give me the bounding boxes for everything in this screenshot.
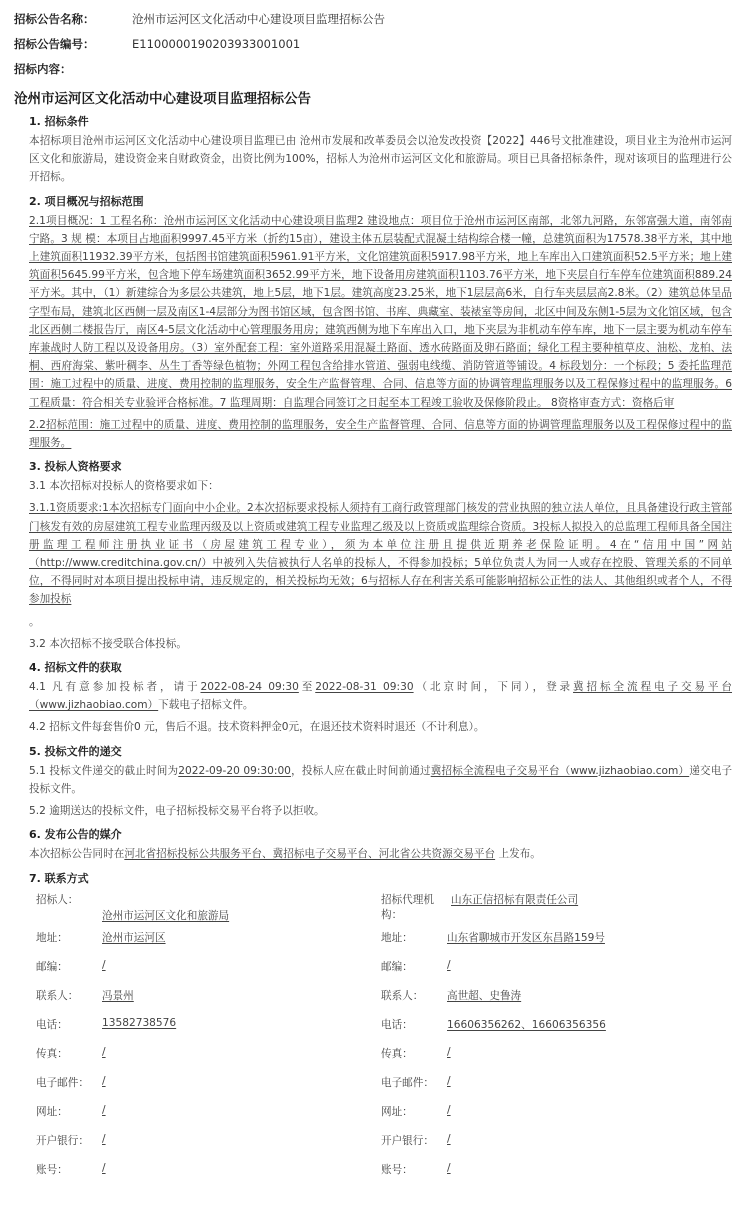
section-4-price: 4.2 招标文件每套售价0 元，售后不退。技术资料押金0元，在退还技术资料时退还（不计利息）。 <box>29 721 485 734</box>
section-2-scope: 2.2招标范围：施工过程中的质量、进度、费用控制的监理服务，安全生产监督管理、合同、信息等方面的协调管理监理服务以及工程保修过程中的监理服务。 <box>29 418 732 450</box>
contact-value: / <box>447 1103 451 1116</box>
contact-value: 山东省聊城市开发区东昌路159号 <box>447 931 605 944</box>
announcement-code-row <box>14 33 726 54</box>
contact-label: 邮编： <box>381 960 413 973</box>
section-5-text-e: 递交电子投标文件。 <box>29 764 733 795</box>
section-6-media <box>29 845 732 863</box>
submission-deadline: 2022-09-20 09:30:00 <box>178 764 291 777</box>
contact-label: 开户银行： <box>381 1134 434 1147</box>
contact-value: / <box>447 1045 451 1058</box>
contact-label: 招标代理机构： <box>381 893 434 921</box>
section-4-text-g: 下载电子招标文件。 <box>158 699 254 712</box>
announcement-content-row <box>14 58 726 79</box>
platform-link[interactable]: 冀招标全流程电子交易平台（www.jizhaobiao.com） <box>29 681 733 712</box>
section-3-qualification-end: 。 <box>29 615 40 628</box>
contact-right-bank <box>381 1133 726 1162</box>
section-6-text-a: 本次招标公告同时在 <box>29 848 125 861</box>
contact-label: 网址： <box>381 1105 413 1118</box>
section-5-text-c: ，投标人应在截止时间前通过 <box>290 764 431 777</box>
section-7-heading: 7. 联系方式 <box>29 871 89 885</box>
contact-right-agency <box>381 892 726 930</box>
document-title: 沧州市运河区文化活动中心建设项目监理招标公告 <box>14 91 311 107</box>
contact-left-phone <box>36 1017 381 1046</box>
contact-left-person <box>36 988 381 1017</box>
contact-value: 沧州市运河区 <box>102 931 166 944</box>
contact-right-phone <box>381 1017 726 1046</box>
contact-value: / <box>447 1132 451 1145</box>
contact-label: 地址： <box>36 931 68 944</box>
contact-label: 账号： <box>381 1163 413 1176</box>
download-end-time: 2022-08-31 09:30 <box>315 681 414 694</box>
section-4-heading: 4. 招标文件的获取 <box>29 661 122 675</box>
section-5-late: 5.2 逾期送达的投标文件，电子招标投标交易平台将予以拒收。 <box>29 805 325 818</box>
section-4-text-e: （北京时间，下同），登录 <box>413 681 574 694</box>
section-6-text-c: 上发布。 <box>495 848 541 861</box>
contact-label: 电子邮件： <box>36 1076 89 1089</box>
download-start-time: 2022-08-24 09:30 <box>200 681 299 694</box>
contact-label: 传真： <box>381 1047 413 1060</box>
section-5-text-a: 5.1 投标文件递交的截止时间为 <box>29 764 179 777</box>
contact-left-email <box>36 1075 381 1104</box>
section-2-overview: 2.1项目概况：1 工程名称：沧州市运河区文化活动中心建设项目监理2 建设地点：项目位于沧州市运河区南部，北邻九河路，东邻富强大道，南邻南宁路。3 规 模：本项目占地面积9997.45平方米（折约15亩），建设主体五层装配式混凝土结构综合楼一幢，总建筑面积为17578.38平方米，其中地上建筑面积11932.39平方米，包括图书馆建筑面积5961.91平方米，文化馆建筑面积5917.98平方米，地上车库出入口建筑面积52.5平方米；地上建筑面积5645.99平方米，包含地下停车场建筑面积3652.99平方米，地下设备用房建筑面积1103.76平方米，地下夹层自行车停车位建筑面积889.24平方米。其中，（1）新建综合为多层公共建筑，地上5层，地下1层。建筑高度23.25米，地下1层层高6米，自行车夹层层高2.8米。（2）建筑总体呈品字型布局，建筑北区西侧一层及南区1-4层部分为图书馆区域，包含图书馆、书库、典藏室、装裱室等房间，北区中间及东侧1-5层为文化馆区域，包含北区西侧二楼报告厅，南区4-5层文化活动中心管理服务用房；建筑西侧为地下车库出入口，地下夹层为非机动车停车库，地下一层主要为机动车停车库兼战时人防工程以及设备用房。（3）室外配套工程：室外道路采用混凝土路面、透水砖路面及卵石路面；绿化工程主要种植草皮、油松、龙柏、法桐、西府海棠、紫叶稠李、丛生丁香等绿色植物；外网工程包含给排水管道、强弱电线缆、消防管道等铺设。4 标段划分：一个标段；5 委托监理范围：施工过程中的质量、进度、费用控制的监理服务，安全生产监督管理、合同、信息等方面的协调管理监理服务以及工程保修过程中的监理服务。6 工程质量：符合相关专业验评合格标准。7 监理周期：自监理合同签订之日起至本工程竣工验收及保修阶段止。 8资格审查方式：资格后审 <box>29 214 732 409</box>
contact-value: / <box>102 1103 106 1116</box>
section-3-intro: 3.1 本次招标对投标人的资格要求如下： <box>29 480 219 493</box>
section-4-text-c: 至 <box>298 681 316 694</box>
submission-platform-link[interactable]: 冀招标全流程电子交易平台（www.jizhaobiao.com） <box>430 764 690 777</box>
section-3-heading: 3. 投标人资格要求 <box>29 460 122 474</box>
announcement-name-row <box>14 8 726 29</box>
announcement-name-label: 招标公告名称： <box>14 11 95 26</box>
contact-value: / <box>102 1074 106 1087</box>
contact-left-fax <box>36 1046 381 1075</box>
section-1-heading: 1. 招标条件 <box>29 115 89 128</box>
announcement-name-value: 沧州市运河区文化活动中心建设项目监理招标公告 <box>132 11 385 26</box>
section-4-download <box>29 678 732 714</box>
section-2-heading: 2. 项目概况与招标范围 <box>29 194 144 208</box>
contact-grid <box>36 892 726 1191</box>
contact-right-account <box>381 1162 726 1191</box>
contact-label: 传真： <box>36 1047 68 1060</box>
contact-label: 招标人： <box>36 893 79 906</box>
contact-left-tenderer <box>36 892 381 930</box>
contact-right-postcode <box>381 959 726 988</box>
contact-right-fax <box>381 1046 726 1075</box>
section-6-heading: 6. 发布公告的媒介 <box>29 828 122 842</box>
contact-left-website <box>36 1104 381 1133</box>
contact-value: / <box>102 958 106 971</box>
contact-right-person <box>381 988 726 1017</box>
contact-value: / <box>102 1132 106 1145</box>
contact-value: / <box>102 1161 106 1174</box>
contact-value: 冯景州 <box>102 989 134 1002</box>
contact-label: 邮编： <box>36 960 68 973</box>
contact-label: 联系人： <box>36 989 79 1002</box>
section-1-text: 本招标项目沧州市运河区文化活动中心建设项目监理已由 沧州市发展和改革委员会以沧发改投资【2022】446号文批准建设，项目业主为沧州市运河区文化和旅游局，建设资金来自财政资金，出资比例为100%，招标人为沧州市运河区文化和旅游局。项目已具备招标条件，现对该项目的监理进行公开招标。 <box>29 135 732 184</box>
contact-right-address <box>381 930 726 959</box>
section-3-consortium: 3.2 本次招标不接受联合体投标。 <box>29 637 187 650</box>
contact-right-email <box>381 1075 726 1104</box>
announcement-content-label: 招标内容： <box>14 61 72 76</box>
section-5-deadline <box>29 762 732 798</box>
contact-label: 网址： <box>36 1105 68 1118</box>
contact-left-postcode <box>36 959 381 988</box>
contact-left-bank <box>36 1133 381 1162</box>
contact-label: 开户银行： <box>36 1134 89 1147</box>
contact-value: / <box>102 1045 106 1058</box>
contact-value: 沧州市运河区文化和旅游局 <box>102 909 230 922</box>
contact-label: 电话： <box>381 1018 413 1031</box>
section-3-qualification: 3.1.1资质要求:1本次招标专门面向中小企业。2本次招标要求投标人须持有工商行政管理部门核发的营业执照的独立法人单位，且具备建设行政主管部门核发有效的房屋建筑工程专业监理丙级及以上资质或建筑工程专业监理乙级及以上资质或监理综合资质。3投标人拟投入的总监理工程师具备全国注册监理工程师注册执业证书（房屋建筑工程专业），须为本单位注册且提供近期养老保险证明。4在“信用中国”网站（http://www.creditchina.gov.cn/）中被列入失信被执行人名单的投标人，不得参加投标；5单位负责人为同一人或存在控股、管理关系的不同单位，不得同时对本项目提出投标申请，违反规定的，相关投标均无效；6与招标人存在利害关系可能影响招标公正性的法人、其他组织或者个人，不得参加投标 <box>29 502 732 606</box>
section-4-text-a: 4.1 凡有意参加投标者，请于 <box>29 681 201 694</box>
contact-value: / <box>447 1074 451 1087</box>
announcement-code-label: 招标公告编号： <box>14 36 95 51</box>
contact-value: / <box>447 958 451 971</box>
contact-left-address <box>36 930 381 959</box>
announcement-code-value: E1100000190203933001001 <box>132 36 301 51</box>
contact-value: 高世超、史鲁涛 <box>447 989 522 1002</box>
contact-value: 山东正信招标有限责任公司 <box>451 893 579 906</box>
contact-label: 联系人： <box>381 989 424 1002</box>
media-platforms: 河北省招标投标公共服务平台、冀招标电子交易平台、河北省公共资源交易平台 <box>124 848 496 861</box>
contact-right-website <box>381 1104 726 1133</box>
contact-label: 账号： <box>36 1163 68 1176</box>
contact-label: 电子邮件： <box>381 1076 434 1089</box>
contact-label: 电话： <box>36 1018 68 1031</box>
contact-value: 13582738576 <box>102 1016 177 1029</box>
contact-label: 地址： <box>381 931 413 944</box>
contact-left-account <box>36 1162 381 1191</box>
contact-value: 16606356262、16606356356 <box>447 1018 606 1031</box>
contact-value: / <box>447 1161 451 1174</box>
section-5-heading: 5. 投标文件的递交 <box>29 744 122 758</box>
